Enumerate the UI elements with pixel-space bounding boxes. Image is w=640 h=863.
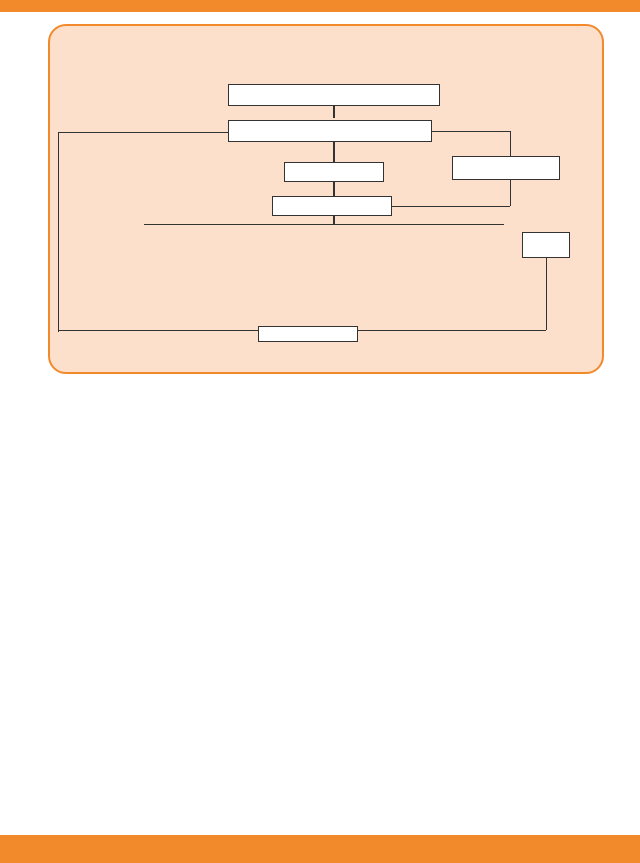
bottom-accent-band	[0, 835, 640, 863]
research-group-box	[452, 156, 560, 180]
connector-line	[58, 132, 59, 332]
connector-line	[333, 142, 335, 162]
principal-box	[228, 84, 440, 106]
teaching-quality-diagram	[48, 24, 604, 374]
top-accent-band	[0, 0, 640, 12]
connector-line	[333, 182, 335, 196]
connector-line	[333, 106, 335, 118]
class-collective-box	[258, 326, 358, 342]
connector-line	[58, 132, 228, 133]
connector-line	[432, 131, 510, 132]
connector-line	[333, 216, 335, 224]
subject-teachers-box	[272, 196, 392, 216]
class-teacher-box	[284, 162, 384, 182]
admin-box	[228, 120, 432, 142]
connector-line	[510, 180, 511, 206]
connector-line	[58, 330, 258, 331]
connector-line	[546, 258, 547, 330]
connector-line	[510, 131, 511, 156]
connector-line	[358, 330, 546, 331]
connector-line	[144, 224, 504, 225]
counselor-box	[522, 232, 570, 258]
connector-line	[392, 206, 510, 207]
